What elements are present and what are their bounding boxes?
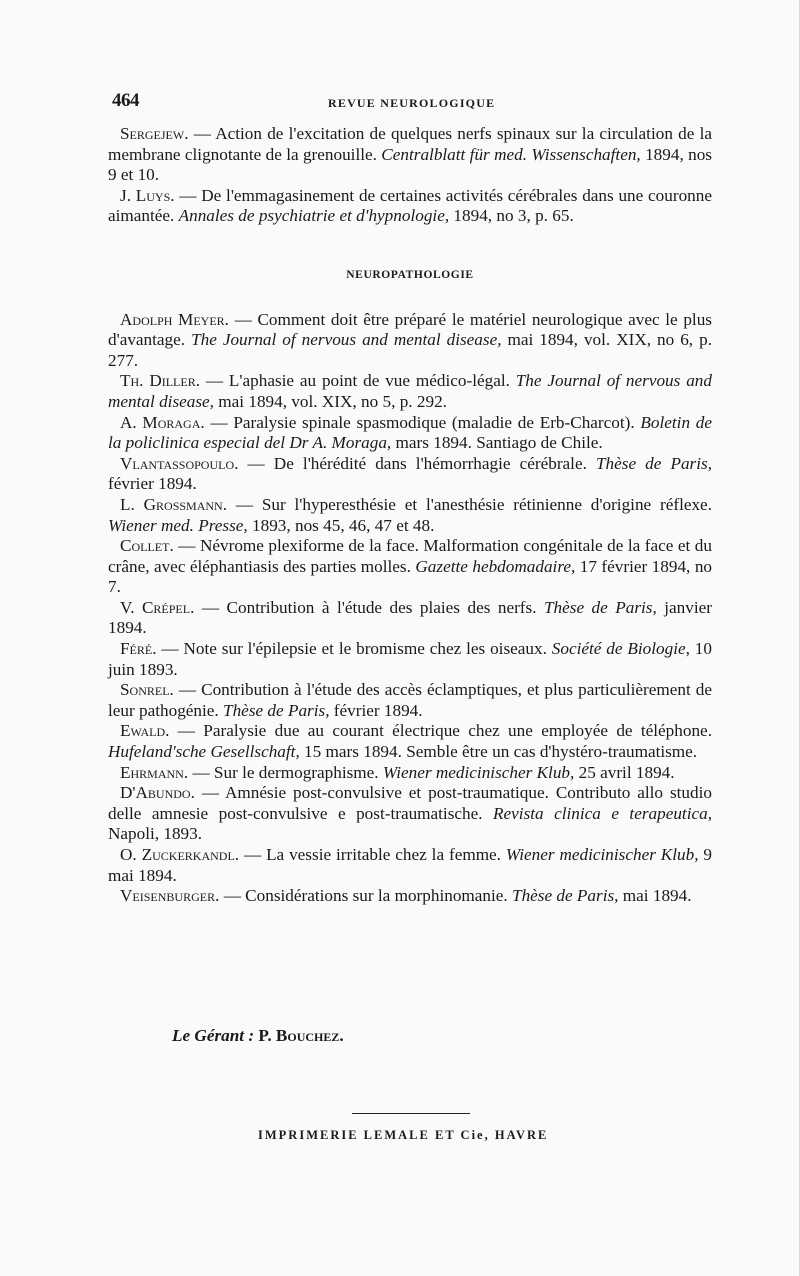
reference-journal: Société de Biologie, [551, 639, 690, 659]
reference-title: — Névrome plexiforme de la face. Malformation congénitale de la face et du crâne, avec éléphantiasis des parties molles. [108, 536, 712, 576]
reference-journal: Wiener medicinischer Klub, [505, 845, 699, 864]
reference-details: 1894, no 3, p. 65. [449, 206, 574, 226]
reference-details: 15 mars 1894. Semble être un cas d'hystéro-traumatisme. [299, 742, 698, 762]
reference-details: Napoli, 1893. [108, 824, 203, 844]
reference-entry [108, 783, 712, 845]
reference-title: — Contribution à l'étude des accès éclamptiques, et plus particulièrement de leur pathogénie. [108, 680, 712, 720]
page-body [108, 124, 712, 907]
reference-entry [108, 598, 712, 639]
reference-author: Sonrel. [120, 680, 174, 700]
reference-title: — Contribution à l'étude des plaies des nerfs. [194, 597, 544, 617]
reference-title: — Sur l'hyperesthésie et l'anesthésie rétinienne d'origine réflexe. [227, 494, 712, 514]
reference-title: — Action de l'excitation de quelques nerfs spinaux sur la circulation de la membrane clignotante de la grenouille. [108, 124, 712, 164]
reference-journal: Boletin de la policlinica especial del Dr A. Moraga, [108, 412, 712, 453]
reference-journal: Wiener medicinischer Klub, [382, 762, 575, 782]
reference-author: L. Grossmann. [120, 494, 228, 514]
reference-details: février 1894. [329, 700, 423, 720]
printer-imprint: IMPRIMERIE LEMALE ET Cie, HAVRE [258, 1128, 549, 1142]
reference-author: D'Abundo. [120, 783, 195, 803]
reference-list [108, 310, 712, 907]
reference-author: Vlantassopoulo. [120, 453, 239, 473]
reference-author: Th. Diller. [120, 371, 201, 391]
reference-entry [108, 886, 712, 907]
section-heading: NEUROPATHOLOGIE [346, 268, 474, 281]
reference-author: O. Zuckerkandl. [120, 845, 240, 864]
reference-journal: Annales de psychiatrie et d'hypnologie, [178, 206, 450, 226]
reference-title: — Sur le dermographisme. [188, 762, 383, 782]
reference-title: — Paralysie due au courant électrique chez une employée de téléphone. [169, 721, 712, 741]
reference-entry [108, 845, 712, 886]
reference-author: Collet. [120, 536, 174, 556]
reference-title: — De l'hérédité dans l'hémorrhagie cérébrale. [238, 453, 596, 473]
reference-list-top [108, 124, 712, 227]
reference-journal: Hufeland'sche Gesellschaft, [108, 742, 300, 762]
reference-entry [108, 536, 712, 598]
reference-title: — Considérations sur la morphinomanie. [219, 886, 513, 906]
gerant-signature [172, 1026, 344, 1046]
reference-title: — L'aphasie au point de vue médico-légal. [200, 371, 516, 391]
reference-author: J. Luys. [120, 185, 175, 205]
reference-details: mai 1894, vol. XIX, no 6, p. 277. [108, 330, 712, 370]
reference-details: mai 1894. [618, 886, 692, 906]
reference-author: Adolph Meyer. [120, 309, 229, 329]
reference-author: Sergejew. [120, 124, 189, 143]
reference-details: janvier 1894. [108, 597, 712, 638]
reference-journal: Thèse de Paris, [512, 886, 619, 906]
reference-title: — De l'emmagasinement de certaines activités cérébrales dans une couronne aimantée. [108, 185, 712, 226]
reference-details: 25 avril 1894. [574, 762, 675, 782]
reference-journal: Thèse de Paris, [543, 597, 657, 617]
reference-author: Ehrmann. [120, 762, 189, 782]
reference-entry [108, 639, 712, 680]
reference-title: — Paralysie spinale spasmodique (maladie de Erb-Charcot). [204, 412, 641, 432]
reference-title: — La vessie irritable chez la femme. [239, 845, 506, 864]
reference-details: février 1894. [108, 474, 197, 494]
reference-details: mai 1894, vol. XIX, no 5, p. 292. [213, 391, 447, 411]
reference-author: Féré. [120, 639, 157, 659]
reference-journal: Revista clinica e terapeutica, [493, 803, 713, 823]
reference-entry [108, 763, 712, 784]
reference-author: Veisenburger. [120, 886, 220, 906]
reference-journal: The Journal of nervous and mental disease, [108, 371, 712, 411]
reference-entry [108, 413, 712, 454]
reference-entry [108, 371, 712, 412]
imprint-divider [352, 1113, 470, 1114]
reference-entry [108, 454, 712, 495]
reference-journal: Thèse de Paris, [595, 453, 712, 473]
page-number: 464 [112, 90, 139, 111]
reference-journal: Centralblatt für med. Wissenschaften, [381, 144, 641, 164]
reference-details: mars 1894. Santiago de Chile. [391, 433, 603, 453]
reference-journal: The Journal of nervous and mental disease, [191, 330, 502, 350]
reference-entry [108, 680, 712, 721]
reference-title: — Comment doit être préparé le matériel neurologique avec le plus d'avantage. [108, 309, 712, 350]
reference-details: 1894, nos 9 et 10. [108, 144, 712, 185]
reference-entry [108, 310, 712, 372]
reference-author: A. Moraga. [120, 412, 205, 432]
reference-author: V. Crépel. [120, 597, 195, 617]
reference-journal: Wiener med. Presse, [108, 515, 248, 535]
reference-journal: Gazette hebdomadaire, [415, 556, 576, 576]
reference-author: Ewald. [120, 721, 170, 741]
reference-entry [108, 124, 712, 186]
reference-details: 1893, nos 45, 46, 47 et 48. [247, 515, 435, 535]
reference-details: 17 février 1894, no 7. [108, 556, 713, 597]
gerant-label: Le Gérant : [172, 1026, 255, 1045]
reference-entry [108, 186, 712, 227]
reference-journal: Thèse de Paris, [223, 700, 330, 720]
reference-title: — Note sur l'épilepsie et le bromisme chez les oiseaux. [156, 639, 552, 659]
running-title: REVUE NEUROLOGIQUE [328, 96, 496, 110]
reference-details: 9 mai 1894. [108, 845, 713, 885]
reference-entry [108, 495, 712, 536]
reference-title: — Amnésie post-convulsive et post-traumatique. Contributo allo studio delle amnesie post-convulsive e post-traumatische. [108, 783, 712, 823]
reference-entry [108, 721, 712, 762]
reference-details: 10 juin 1893. [108, 639, 712, 679]
gerant-name: P. Bouchez. [254, 1026, 344, 1045]
